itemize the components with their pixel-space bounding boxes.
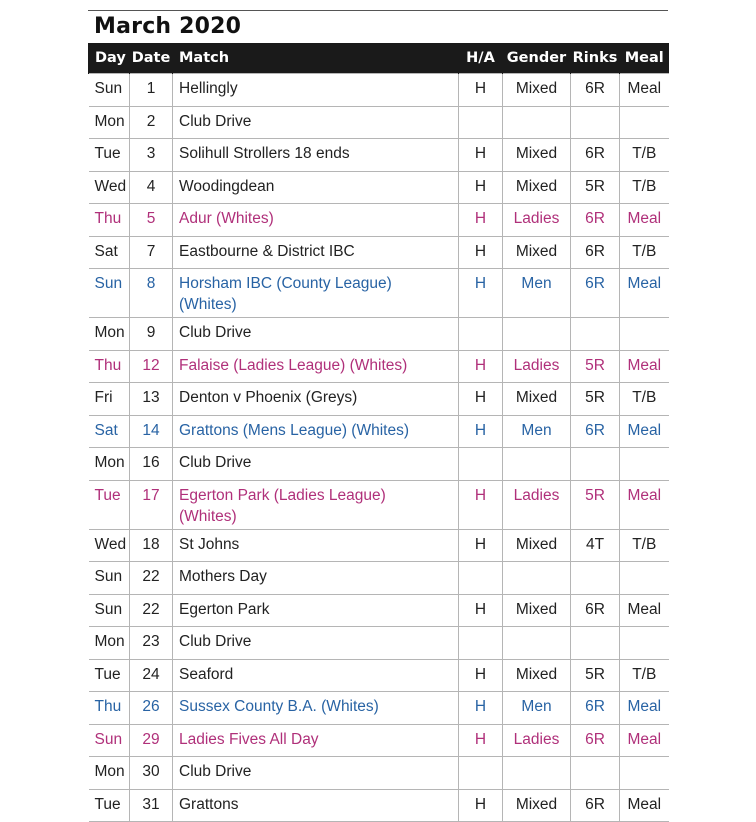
date-cell: 22 [130,562,173,595]
home-away-cell: H [459,204,503,237]
date-cell: 7 [130,236,173,269]
day-cell: Tue [89,659,130,692]
match-cell: Sussex County B.A. (Whites) [173,692,459,725]
home-away-cell: H [459,74,503,107]
table-row [89,757,669,790]
gender-cell [503,562,571,595]
gender-cell: Mixed [503,529,571,562]
rinks-cell: 5R [571,383,620,416]
table-row [89,594,669,627]
date-cell: 2 [130,106,173,139]
day-cell: Thu [89,692,130,725]
day-cell: Wed [89,171,130,204]
table-row [89,562,669,595]
table-row [89,692,669,725]
meal-cell: Meal [620,480,669,529]
gender-cell: Mixed [503,659,571,692]
home-away-cell: H [459,269,503,318]
rinks-cell: 6R [571,415,620,448]
meal-cell: T/B [620,236,669,269]
date-cell: 9 [130,318,173,351]
date-cell: 14 [130,415,173,448]
gender-cell: Ladies [503,350,571,383]
table-row [89,627,669,660]
column-header-meal: Meal [620,43,669,74]
gender-cell: Mixed [503,789,571,822]
gender-cell [503,318,571,351]
day-cell: Thu [89,204,130,237]
day-cell: Sun [89,594,130,627]
home-away-cell: H [459,724,503,757]
meal-cell: Meal [620,350,669,383]
gender-cell: Ladies [503,724,571,757]
gender-cell [503,106,571,139]
date-cell: 30 [130,757,173,790]
match-line: Egerton Park (Ladies League) [179,486,386,504]
table-row [89,480,669,529]
match-line: (Whites) [179,507,237,525]
date-cell: 8 [130,269,173,318]
date-cell: 16 [130,448,173,481]
rinks-cell: 6R [571,139,620,172]
rinks-cell: 6R [571,594,620,627]
meal-cell: Meal [620,789,669,822]
table-header [89,43,669,74]
day-cell: Sat [89,236,130,269]
meal-cell: T/B [620,383,669,416]
table-row [89,529,669,562]
gender-cell: Ladies [503,480,571,529]
date-cell: 4 [130,171,173,204]
gender-cell [503,627,571,660]
gender-cell: Mixed [503,171,571,204]
table-row [89,74,669,107]
match-cell: Club Drive [173,318,459,351]
match-cell: Adur (Whites) [173,204,459,237]
gender-cell: Mixed [503,236,571,269]
rinks-cell [571,757,620,790]
table-row [89,724,669,757]
table-body [89,74,669,822]
home-away-cell [459,106,503,139]
home-away-cell: H [459,789,503,822]
day-cell: Sun [89,562,130,595]
gender-cell: Mixed [503,383,571,416]
column-header-ha: H/A [459,43,503,74]
table-row [89,350,669,383]
date-cell: 3 [130,139,173,172]
rinks-cell: 6R [571,236,620,269]
gender-cell: Men [503,269,571,318]
meal-cell [620,627,669,660]
table-row [89,269,669,318]
table-row [89,448,669,481]
match-cell: Solihull Strollers 18 ends [173,139,459,172]
match-cell [173,480,459,529]
meal-cell: Meal [620,74,669,107]
home-away-cell [459,627,503,660]
match-line: (Whites) [179,296,237,313]
rinks-cell [571,106,620,139]
fixtures-table [88,43,669,822]
match-cell: Club Drive [173,106,459,139]
match-cell: Eastbourne & District IBC [173,236,459,269]
match-cell: Club Drive [173,448,459,481]
rinks-cell: 6R [571,269,620,318]
table-row [89,171,669,204]
meal-cell: T/B [620,139,669,172]
table-row [89,204,669,237]
table-row [89,139,669,172]
match-cell: Seaford [173,659,459,692]
day-cell: Thu [89,350,130,383]
meal-cell [620,106,669,139]
home-away-cell [459,562,503,595]
rinks-cell: 5R [571,171,620,204]
home-away-cell: H [459,383,503,416]
meal-cell [620,318,669,351]
date-cell: 23 [130,627,173,660]
date-cell: 13 [130,383,173,416]
rinks-cell: 6R [571,204,620,237]
match-cell [173,269,459,318]
table-row [89,789,669,822]
match-cell: Ladies Fives All Day [173,724,459,757]
gender-cell: Mixed [503,594,571,627]
date-cell: 24 [130,659,173,692]
match-cell: Denton v Phoenix (Greys) [173,383,459,416]
gender-cell: Men [503,692,571,725]
home-away-cell: H [459,692,503,725]
date-cell: 22 [130,594,173,627]
match-cell: Egerton Park [173,594,459,627]
table-row [89,318,669,351]
date-cell: 12 [130,350,173,383]
rinks-cell: 4T [571,529,620,562]
day-cell: Mon [89,627,130,660]
column-header-match: Match [173,43,459,74]
gender-cell [503,757,571,790]
home-away-cell [459,448,503,481]
home-away-cell [459,757,503,790]
rinks-cell: 5R [571,480,620,529]
day-cell: Tue [89,789,130,822]
date-cell: 26 [130,692,173,725]
meal-cell: Meal [620,415,669,448]
rinks-cell [571,448,620,481]
home-away-cell: H [459,171,503,204]
date-cell: 17 [130,480,173,529]
day-cell: Sat [89,415,130,448]
home-away-cell: H [459,350,503,383]
gender-cell [503,448,571,481]
meal-cell [620,448,669,481]
match-cell: Club Drive [173,757,459,790]
day-cell: Mon [89,106,130,139]
day-cell: Mon [89,318,130,351]
gender-cell: Ladies [503,204,571,237]
date-cell: 29 [130,724,173,757]
meal-cell: Meal [620,269,669,318]
match-cell: Grattons (Mens League) (Whites) [173,415,459,448]
date-cell: 1 [130,74,173,107]
date-cell: 31 [130,789,173,822]
match-cell: Grattons [173,789,459,822]
home-away-cell: H [459,415,503,448]
page-title: March 2020 [94,14,242,39]
match-line: Horsham IBC (County League) [179,275,392,292]
meal-cell: T/B [620,659,669,692]
meal-cell: Meal [620,594,669,627]
home-away-cell: H [459,594,503,627]
table-row [89,659,669,692]
day-cell: Sun [89,269,130,318]
rinks-cell [571,318,620,351]
day-cell: Sun [89,724,130,757]
rinks-cell: 6R [571,724,620,757]
match-cell: Woodingdean [173,171,459,204]
day-cell: Tue [89,480,130,529]
date-cell: 5 [130,204,173,237]
match-cell: Mothers Day [173,562,459,595]
rinks-cell: 6R [571,692,620,725]
fixture-sheet [88,10,668,822]
table-row [89,106,669,139]
rinks-cell: 6R [571,74,620,107]
meal-cell: T/B [620,171,669,204]
gender-cell: Mixed [503,74,571,107]
table-row [89,415,669,448]
day-cell: Tue [89,139,130,172]
home-away-cell: H [459,139,503,172]
home-away-cell: H [459,236,503,269]
meal-cell: Meal [620,204,669,237]
day-cell: Wed [89,529,130,562]
gender-cell: Men [503,415,571,448]
column-header-date: Date [130,43,173,74]
match-cell: Falaise (Ladies League) (Whites) [173,350,459,383]
rinks-cell: 5R [571,659,620,692]
meal-cell [620,562,669,595]
meal-cell: Meal [620,724,669,757]
column-header-day: Day [89,43,130,74]
home-away-cell [459,318,503,351]
home-away-cell: H [459,659,503,692]
column-header-gender: Gender [503,43,571,74]
day-cell: Fri [89,383,130,416]
match-cell: Hellingly [173,74,459,107]
rinks-cell [571,562,620,595]
rinks-cell: 5R [571,350,620,383]
match-cell: St Johns [173,529,459,562]
home-away-cell: H [459,480,503,529]
meal-cell: Meal [620,692,669,725]
match-cell: Club Drive [173,627,459,660]
day-cell: Mon [89,448,130,481]
rinks-cell [571,627,620,660]
meal-cell: T/B [620,529,669,562]
table-row [89,383,669,416]
column-header-rinks: Rinks [571,43,620,74]
day-cell: Sun [89,74,130,107]
day-cell: Mon [89,757,130,790]
date-cell: 18 [130,529,173,562]
gender-cell: Mixed [503,139,571,172]
home-away-cell: H [459,529,503,562]
table-row [89,236,669,269]
meal-cell [620,757,669,790]
rinks-cell: 6R [571,789,620,822]
